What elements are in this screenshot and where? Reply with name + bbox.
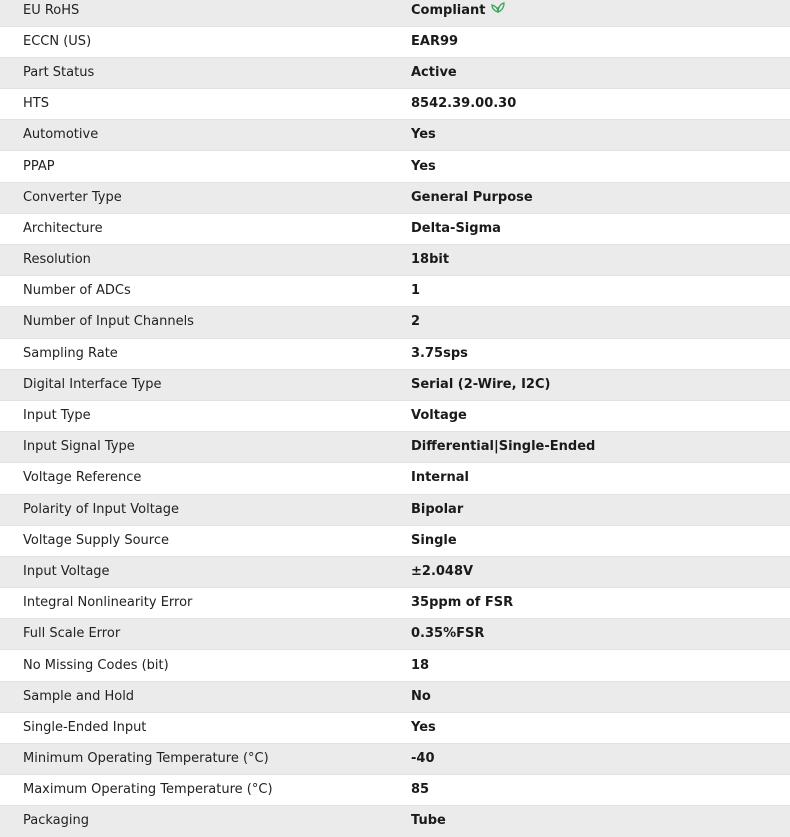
table-row (0, 182, 790, 213)
attribute-value-cell (411, 681, 790, 712)
attribute-value-cell (411, 712, 790, 743)
table-row (0, 744, 790, 775)
attribute-value-cell (411, 744, 790, 775)
attribute-name: HTS (23, 96, 49, 112)
attribute-value: 3.75sps (411, 345, 468, 361)
attribute-value-cell (411, 213, 790, 244)
attribute-value: Bipolar (411, 501, 464, 517)
attribute-name: Automotive (23, 127, 99, 143)
attribute-value-cell (411, 588, 790, 619)
attribute-value-cell (411, 806, 790, 837)
attribute-value: General Purpose (411, 189, 533, 205)
leaf-icon (491, 1, 505, 18)
attribute-value: ±2.048V (411, 563, 474, 579)
table-row (0, 276, 790, 307)
attribute-value-cell (411, 89, 790, 120)
attribute-value: 1 (411, 283, 421, 299)
attribute-value: Internal (411, 470, 470, 486)
attribute-value: 2 (411, 314, 421, 330)
attribute-name: Input Signal Type (23, 439, 135, 455)
attribute-name: Voltage Reference (23, 470, 142, 486)
table-row (0, 712, 790, 743)
attribute-value: Serial (2-Wire, I2C) (411, 376, 551, 392)
table-row (0, 57, 790, 88)
attribute-name: Part Status (23, 64, 95, 80)
attribute-name: Polarity of Input Voltage (23, 501, 180, 517)
table-row (0, 650, 790, 681)
attribute-value-cell (411, 369, 790, 400)
attribute-name: Sample and Hold (23, 688, 135, 704)
table-row (0, 806, 790, 837)
attribute-name: ECCN (US) (23, 33, 92, 49)
attribute-value-cell (411, 0, 790, 26)
table-row (0, 775, 790, 806)
attribute-value: Yes (411, 127, 436, 143)
attribute-value-cell (411, 494, 790, 525)
attribute-name: Number of ADCs (23, 283, 131, 299)
attribute-value: Compliant (411, 2, 486, 18)
attribute-value-cell (411, 619, 790, 650)
table-row (0, 151, 790, 182)
attribute-name: Digital Interface Type (23, 376, 162, 392)
attribute-value-cell (411, 245, 790, 276)
attribute-name: No Missing Codes (bit) (23, 657, 169, 673)
attribute-value-cell (411, 307, 790, 338)
table-row (0, 525, 790, 556)
attribute-name: Resolution (23, 252, 91, 268)
attribute-value-cell (411, 400, 790, 431)
table-row (0, 0, 790, 26)
table-row (0, 681, 790, 712)
attribute-name: Converter Type (23, 189, 122, 205)
attribute-value-cell (411, 650, 790, 681)
attribute-value-cell (411, 151, 790, 182)
attribute-name: Single-Ended Input (23, 719, 147, 735)
attribute-value: 8542.39.00.30 (411, 96, 517, 112)
attribute-name: Maximum Operating Temperature (°C) (23, 782, 273, 798)
attribute-value: 35ppm of FSR (411, 595, 514, 611)
table-row (0, 619, 790, 650)
table-row (0, 432, 790, 463)
attribute-value: Voltage (411, 408, 467, 424)
table-row (0, 26, 790, 57)
table-row (0, 494, 790, 525)
attribute-name: PPAP (23, 158, 55, 174)
attribute-name: Number of Input Channels (23, 314, 194, 330)
attribute-value-cell (411, 775, 790, 806)
attribute-name: Voltage Supply Source (23, 532, 169, 548)
attribute-value-cell (411, 276, 790, 307)
attribute-value-cell (411, 556, 790, 587)
attribute-name: Full Scale Error (23, 626, 121, 642)
attribute-value: 18bit (411, 252, 450, 268)
table-row (0, 588, 790, 619)
attribute-name: Minimum Operating Temperature (°C) (23, 751, 269, 767)
table-row (0, 213, 790, 244)
attribute-value: 85 (411, 782, 430, 798)
attribute-name: Input Type (23, 408, 91, 424)
attribute-value-cell (411, 463, 790, 494)
attribute-value: 18 (411, 657, 430, 673)
attribute-value: Yes (411, 158, 436, 174)
attribute-value-cell (411, 57, 790, 88)
attribute-name: Input Voltage (23, 563, 110, 579)
attribute-name: Packaging (23, 813, 89, 829)
attribute-name: Sampling Rate (23, 345, 118, 361)
table-row (0, 338, 790, 369)
attribute-value: Active (411, 64, 457, 80)
table-row (0, 556, 790, 587)
attribute-value: 0.35%FSR (411, 626, 485, 642)
attribute-name: Architecture (23, 220, 103, 236)
table-row (0, 463, 790, 494)
attribute-value-cell (411, 338, 790, 369)
attribute-value-cell (411, 432, 790, 463)
table-row (0, 307, 790, 338)
attribute-value-cell (411, 525, 790, 556)
attribute-name: Integral Nonlinearity Error (23, 595, 193, 611)
attribute-value: EAR99 (411, 33, 459, 49)
table-row (0, 89, 790, 120)
attribute-value: No (411, 688, 431, 704)
attribute-value: Tube (411, 813, 446, 829)
attribute-value-cell (411, 26, 790, 57)
attribute-name: EU RoHS (23, 2, 80, 18)
attribute-value: -40 (411, 751, 435, 767)
attribute-value-cell (411, 182, 790, 213)
attribute-value: Delta-Sigma (411, 220, 501, 236)
table-row (0, 369, 790, 400)
attribute-value: Differential|Single-Ended (411, 439, 596, 455)
attribute-value: Yes (411, 719, 436, 735)
table-row (0, 245, 790, 276)
table-row (0, 120, 790, 151)
attribute-value-cell (411, 120, 790, 151)
attribute-value: Single (411, 532, 457, 548)
table-row (0, 400, 790, 431)
